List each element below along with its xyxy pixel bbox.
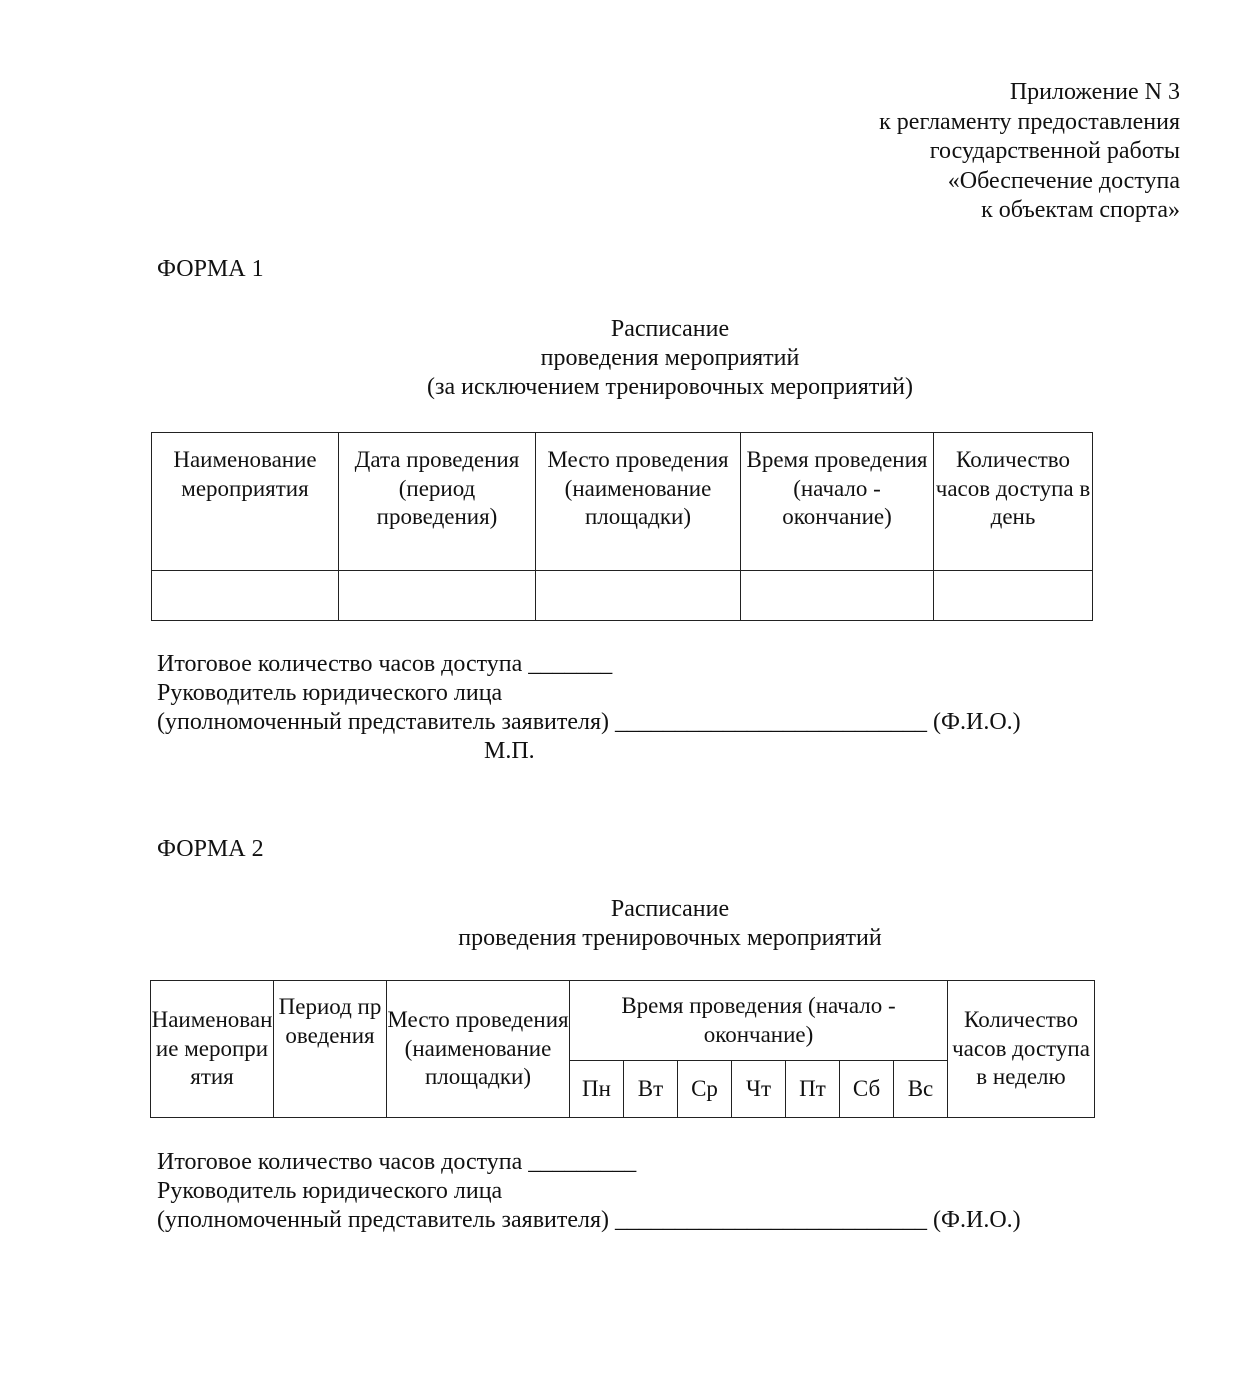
form1-total-line: Итоговое количество часов доступа _______ [157,651,613,677]
annex-line: Приложение N 3 [1009,79,1180,105]
day-tue: Вт [624,1061,678,1118]
form2-rep-line: (уполномоченный представитель заявителя) __________________________ (Ф.И.О.) [157,1207,1021,1233]
form1-title-line: проведения мероприятий [540,345,800,371]
annex-line: государственной работы [929,138,1180,164]
form1-cell[interactable] [934,571,1093,621]
form1-cell[interactable] [152,571,339,621]
day-wed: Ср [678,1061,732,1118]
form2-total-line: Итоговое количество часов доступа _________ [157,1149,637,1175]
form1-cell[interactable] [536,571,741,621]
form1-cell[interactable] [741,571,934,621]
form2-header-row [151,981,1095,1061]
form1-col-place: Место проведения (наименование площадки) [536,433,741,571]
form1-col-hours: Количество часов доступа в день [934,433,1093,571]
form2-label: ФОРМА 2 [157,836,264,862]
form1-col-date: Дата проведения (период проведения) [339,433,536,571]
form2-title-line: проведения тренировочных мероприятий [458,925,882,951]
form1-empty-row [152,571,1093,621]
form1-label: ФОРМА 1 [157,256,264,282]
form2-col-period: Период проведения [274,981,387,1118]
form2-col-time: Время проведения (начало - окончание) [570,981,948,1061]
day-sun: Вс [894,1061,948,1118]
form1-cell[interactable] [339,571,536,621]
form1-table [151,432,1093,621]
annex-line: «Обеспечение доступа [947,167,1180,194]
annex-line: к регламенту предоставления [879,108,1180,135]
form2-col-name: Наименование мероприятия [151,981,274,1118]
annex-line: к объектам спорта» [981,197,1180,223]
form1-header-row [152,433,1093,571]
annex-header [879,78,1180,226]
form2-col-hours: Количество часов доступа в неделю [948,981,1095,1118]
form1-stamp: М.П. [484,738,535,764]
form2-title-line: Расписание [610,896,730,922]
form1-col-name: Наименование мероприятия [152,433,339,571]
day-thu: Чт [732,1061,786,1118]
form2-col-place: Место проведения (наименование площадки) [387,981,570,1118]
form2-table [150,980,1095,1118]
form1-title-line: (за исключением тренировочных мероприятий) [427,374,913,400]
day-mon: Пн [570,1061,624,1118]
form1-title [0,315,1240,402]
form1-head-line: Руководитель юридического лица [157,680,503,706]
day-sat: Сб [840,1061,894,1118]
form1-rep-line: (уполномоченный представитель заявителя) __________________________ (Ф.И.О.) [157,709,1021,735]
form2-title [0,895,1240,953]
form2-head-line: Руководитель юридического лица [157,1178,503,1204]
form1-title-line: Расписание [610,316,730,342]
form1-col-time: Время проведения (начало - окончание) [741,433,934,571]
day-fri: Пт [786,1061,840,1118]
